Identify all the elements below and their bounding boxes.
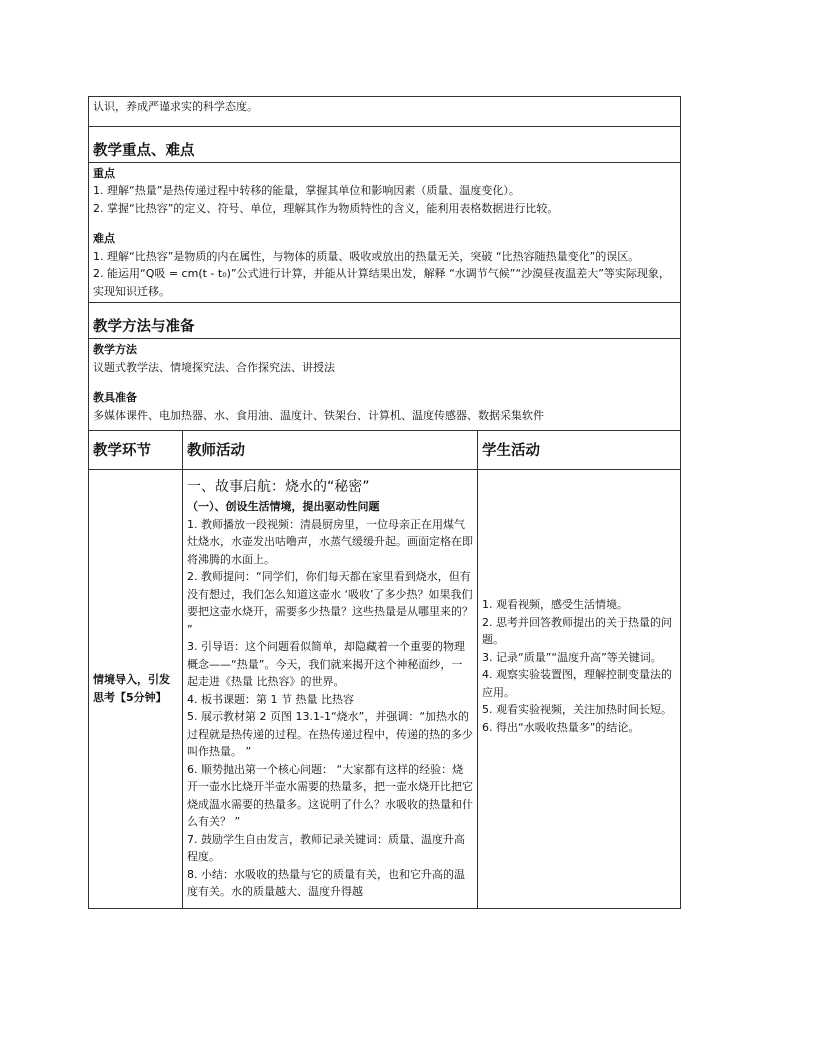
teacher-content [187,470,473,908]
document-page [88,96,680,909]
lesson-plan-table [88,96,681,909]
methods-body [89,339,681,431]
teacher-cell [183,470,478,909]
header-student: 学生活动 [478,431,681,470]
key-points-heading: 教学重点、难点 [89,126,681,162]
student-item-6: 6. 得出“水吸收热量多”的结论。 [482,720,640,734]
stage-name: 情境导入，引发思考【5分钟】 [93,673,170,704]
focus-label: 重点 [93,166,115,180]
teacher-item-8: 8. 小结：水吸收的热量与它的质量有关，也和它升高的温度有关。水的质量越大、温度升得越 [187,867,465,898]
key-points-body [89,162,681,303]
difficulty-item-1: 1. 理解“比热容”是物质的内在属性，与物体的质量、吸收或放出的热量无关，突破 “比热容随热量变化”的误区。 [93,249,640,263]
teacher-item-4: 4. 板书课题：第 1 节 热量 比热容 [187,692,354,706]
student-item-3: 3. 记录“质量”“温度升高”等关键词。 [482,650,662,664]
teacher-item-3: 3. 引导语：这个问题看似简单，却隐藏着一个重要的物理概念——“热量”。今天，我们就来揭开这个神秘面纱，一起走进《热量 比热容》的世界。 [187,640,465,688]
student-item-4: 4. 观察实验装置图，理解控制变量法的应用。 [482,668,672,699]
focus-item-2: 2. 掌握“比热容”的定义、符号、单位，理解其作为物质特性的含义，能利用表格数据进行比较。 [93,201,559,215]
method-label: 教学方法 [93,343,137,356]
stage-cell [89,470,183,909]
header-stage: 教学环节 [89,431,183,470]
method-text: 议题式教学法、情境探究法、合作探究法、讲授法 [93,360,335,374]
activity-header-row [89,431,681,470]
student-item-1: 1. 观看视频，感受生活情境。 [482,598,628,611]
methods-heading: 教学方法与准备 [89,303,681,339]
lesson-subtitle: （一）、创设生活情境，提出驱动性问题 [187,500,380,513]
focus-item-1: 1. 理解“热量”是热传递过程中转移的能量，掌握其单位和影响因素（质量、温度变化）。 [93,184,520,197]
student-item-2: 2. 思考并回答教师提出的关于热量的问题。 [482,615,672,646]
student-item-5: 5. 观看实验视频，关注加热时间长短。 [482,703,672,716]
teacher-item-1: 1. 教师播放一段视频：清晨厨房里，一位母亲正在用煤气灶烧水，水壶发出咕噜声，水蒸气缓缓升起。画面定格在即将沸腾的水面上。 [187,517,473,566]
tools-label: 教具准备 [93,391,137,404]
activity-row [89,470,681,909]
lesson-title: 一、故事启航：烧水的“秘密” [187,479,370,495]
key-points-body-row [89,162,681,303]
key-points-header-row [89,126,681,162]
methods-body-row [89,339,681,431]
tools-text: 多媒体课件、电加热器、水、食用油、温度计、铁架台、计算机、温度传感器、数据采集软件 [93,408,544,422]
student-cell [478,470,681,909]
teacher-item-2: 2. 教师提问：“同学们，你们每天都在家里看到烧水，但有没有想过，我们怎么知道这壶水 ‘吸收’了多少热？如果我们要把这壶水烧开，需要多少热量？这些热量是从哪里来的？ ” [187,570,473,636]
header-teacher: 教师活动 [183,431,478,470]
teacher-item-7: 7. 鼓励学生自由发言，教师记录关键词：质量、温度升高程度。 [187,832,465,863]
difficulty-item-2: 2. 能运用“Q吸 = cm(t - t₀)”公式进行计算，并能从计算结果出发，解释 “水调节气候”“沙漠昼夜温差大”等实际现象，实现知识迁移。 [93,267,670,298]
difficulty-label: 难点 [93,232,115,245]
teacher-item-6: 6. 顺势抛出第一个核心问题： “大家都有这样的经验：烧开一壶水比烧开半壶水需要的热量多，把一壶水烧开比把它烧成温水需要的热量多。这说明了什么？水吸收的热量和什么有关？ ” [187,762,473,828]
intro-row [89,97,681,127]
intro-line: 认识，养成严谨求实的科学态度。 [93,100,258,113]
teacher-item-5: 5. 展示教材第 2 页图 13.1-1“烧水”，并强调：“加热水的过程就是热传递的过程。在热传递过程中，传递的热的多少叫作热量。 ” [187,710,473,758]
intro-cell [89,97,681,127]
methods-header-row [89,303,681,339]
